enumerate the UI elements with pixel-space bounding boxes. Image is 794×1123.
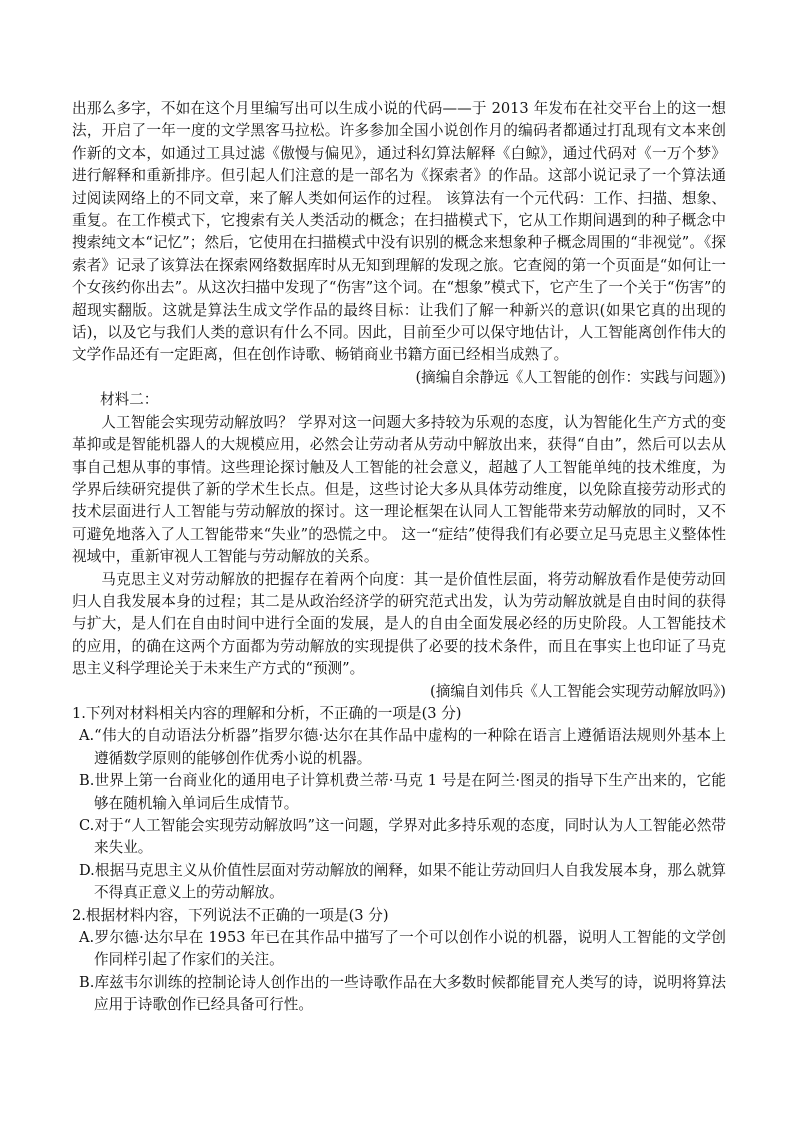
question-1-option-a: A.“伟大的自动语法分析器”指罗尔德·达尔在其作品中虚构的一种除在语言上遵循语法规则外基本上遵循数学原则的能够创作优秀小说的机器。 <box>79 727 726 767</box>
question-1-stem: 1.下列对材料相关内容的理解和分析，不正确的一项是(3 分) <box>72 704 462 722</box>
question-1-option-c: C.对于“人工智能会实现劳动解放吗”这一问题，学界对此多持乐观的态度，同时认为人工智能必然带来失业。 <box>79 817 726 857</box>
question-2-option-a: A.罗尔德·达尔早在 1953 年已在其作品中描写了一个可以创作小说的机器，说明人工智能的文学创作同样引起了作家们的关注。 <box>79 929 726 969</box>
material1-source: (摘编自余静远《人工智能的创作：实践与问题》) <box>415 368 726 386</box>
question-1-option-d: D.根据马克思主义从价值性层面对劳动解放的阐释，如果不能让劳动回归人自我发展本身，那么就算不得真正意义上的劳动解放。 <box>79 861 726 902</box>
question-2-stem: 2.根据材料内容，下列说法不正确的一项是(3 分) <box>72 906 389 924</box>
material2-paragraph-2: 马克思主义对劳动解放的把握存在着两个向度：其一是价值性层面，将劳动解放看作是使劳动回归人自我发展本身的过程；其二是从政治经济学的研究范式出发，认为劳动解放就是自由时间的获得与扩大，是人们在自由时间中进行全面的发展，是人的自由全面发展必经的历史阶段。人工智能技术的应用，的确在这两个方面都为劳动解放的实现提供了必要的技术条件，而且在事实上也印证了马克思主义科学理论关于未来生产方式的“预测”。 <box>72 570 726 678</box>
material2-paragraph-1: 人工智能会实现劳动解放吗？ 学界对这一问题大多持较为乐观的态度，认为智能化生产方式的变革抑或是智能机器人的大规模应用，必然会让劳动者从劳动中解放出来，获得“自由”，然后可以去从事自己想从事的事情。这些理论探讨触及人工智能的社会意义，超越了人工智能单纯的技术维度，为学界后续研究提供了新的学术生长点。但是，这些讨论大多从具体劳动维度，以免除直接劳动形式的技术层面进行人工智能与劳动解放的探讨。这一理论框架在认同人工智能带来劳动解放的同时，又不可避免地落入了人工智能带来“失业”的恐慌之中。 这一“症结”使得我们有必要立足马克思主义整体性视域中，重新审视人工智能与劳动解放的关系。 <box>72 413 726 566</box>
question-2-option-b: B.库兹韦尔训练的控制论诗人创作出的一些诗歌作品在大多数时候都能冒充人类写的诗，说明将算法应用于诗歌创作已经具备可行性。 <box>79 973 726 1014</box>
material2-heading: 材料二： <box>100 391 159 409</box>
material1-paragraph: 出那么多字，不如在这个月里编写出可以生成小说的代码——于 2013 年发布在社交平台上的这一想法，开启了一年一度的文学黑客马拉松。许多参加全国小说创作月的编码者都通过打乱现有文本来创作新的文本，如通过工具过滤《傲慢与偏见》，通过科幻算法解释《白鲸》，通过代码对《一万个梦》进行解释和重新排序。但引起人们注意的是一部名为《探索者》的作品。这部小说记录了一个算法通过阅读网络上的不同文章，来了解人类如何运作的过程。 该算法有一个元代码：工作、扫描、想象、重复。在工作模式下，它搜索有关人类活动的概念；在扫描模式下，它从工作期间遇到的种子概念中搜索纯文本“记忆”；然后，它使用在扫描模式中没有识别的概念来想象种子概念周围的“非视觉”。《探索者》记录了该算法在探索网络数据库时从无知到理解的发现之旅。它查阅的第一个页面是“如何让一个女孩约你出去”。从这次扫描中发现了“伤害”这个词。在“想象”模式下，它产生了一个关于“伤害”的超现实翻版。这就是算法生成文学作品的最终目标：让我们了解一种新兴的意识(如果它真的出现的话)，以及它与我们人类的意识有什么不同。因此，目前至少可以保守地估计，人工智能离创作伟大的文学作品还有一定距离，但在创作诗歌、畅销商业书籍方面已经相当成熟了。 <box>72 100 726 364</box>
material2-source: (摘编自刘伟兵《人工智能会实现劳动解放吗》) <box>430 682 726 700</box>
exam-page <box>72 98 726 1017</box>
question-1-option-b: B.世界上第一台商业化的通用电子计算机费兰蒂·马克 1 号是在阿兰·图灵的指导下生产出来的，它能够在随机输入单词后生成情节。 <box>79 772 726 812</box>
